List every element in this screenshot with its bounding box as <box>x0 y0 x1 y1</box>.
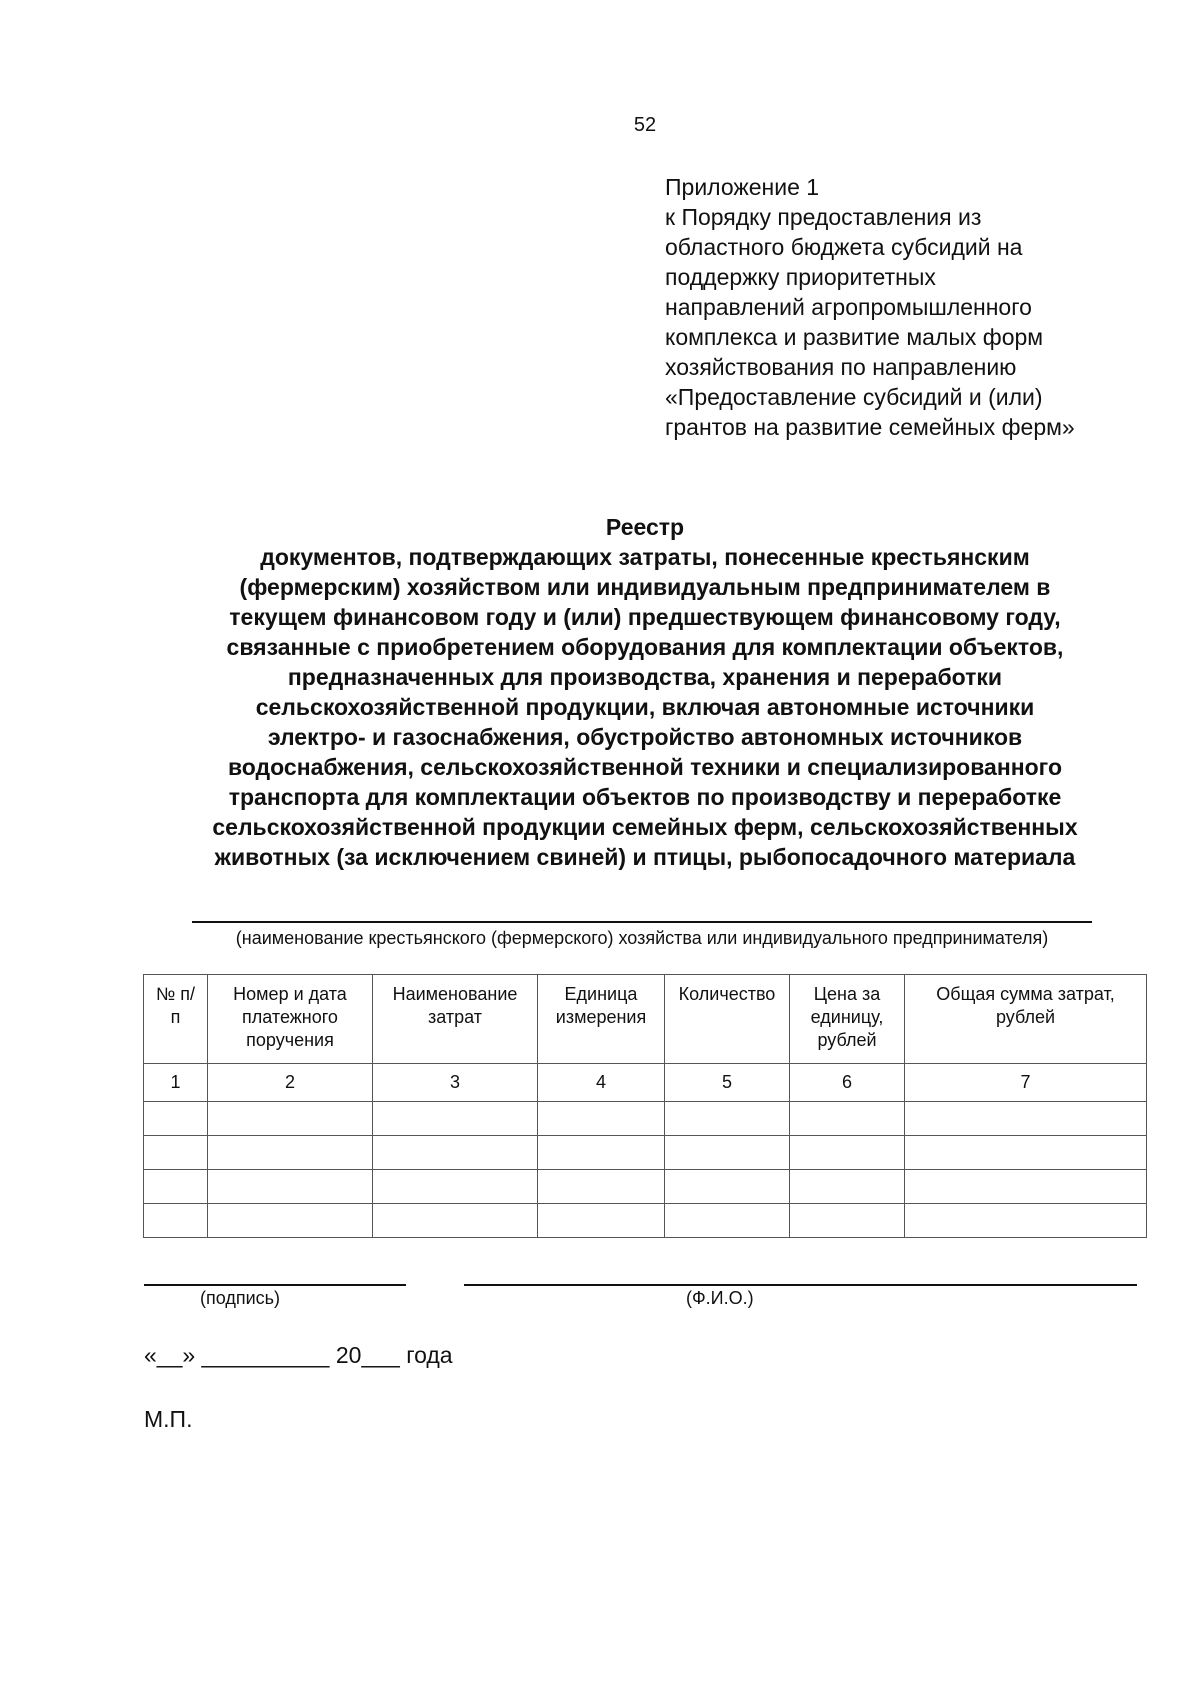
table-cell[interactable] <box>905 1102 1147 1136</box>
table-cell[interactable] <box>208 1170 373 1204</box>
table-cell[interactable] <box>665 1170 790 1204</box>
table-cell[interactable] <box>373 1102 538 1136</box>
column-number: 4 <box>538 1064 665 1102</box>
column-number: 1 <box>144 1064 208 1102</box>
header-cell-quantity: Количество <box>665 975 790 1064</box>
title-line: электро- и газоснабжения, обустройство автономных источников <box>267 724 1023 750</box>
appendix-line: поддержку приоритетных <box>665 264 936 290</box>
table-header-row <box>144 975 1147 1064</box>
header-cell-total: Общая сумма затрат, рублей <box>905 975 1147 1064</box>
table-cell[interactable] <box>144 1204 208 1238</box>
title-line: (фермерским) хозяйством или индивидуальным предпринимателем в <box>239 574 1051 600</box>
table-cell[interactable] <box>665 1204 790 1238</box>
title-line: животных (за исключением свиней) и птицы, рыбопосадочного материала <box>214 844 1076 870</box>
table-cell[interactable] <box>144 1102 208 1136</box>
table-cell[interactable] <box>665 1102 790 1136</box>
table-cell[interactable] <box>905 1170 1147 1204</box>
appendix-line: областного бюджета субсидий на <box>665 234 1023 260</box>
table-cell[interactable] <box>373 1204 538 1238</box>
appendix-reference <box>665 172 1185 442</box>
appendix-line: комплекса и развитие малых форм <box>665 324 1044 350</box>
title-line: предназначенных для производства, хранения и переработки <box>287 664 1003 690</box>
table-cell[interactable] <box>144 1136 208 1170</box>
title-heading: Реестр <box>605 514 685 540</box>
table-cell[interactable] <box>905 1136 1147 1170</box>
table-cell[interactable] <box>790 1136 905 1170</box>
table-cell[interactable] <box>208 1204 373 1238</box>
table-cell[interactable] <box>538 1170 665 1204</box>
column-number-row <box>144 1064 1147 1102</box>
table-cell[interactable] <box>538 1102 665 1136</box>
table-cell[interactable] <box>665 1136 790 1170</box>
appendix-line: хозяйствования по направлению <box>665 354 1017 380</box>
header-cell-payment-order: Номер и дата платежного поручения <box>208 975 373 1064</box>
table-cell[interactable] <box>538 1204 665 1238</box>
appendix-line: направлений агропромышленного <box>665 294 1032 320</box>
table-row <box>144 1204 1147 1238</box>
column-number: 3 <box>373 1064 538 1102</box>
appendix-line: к Порядку предоставления из <box>665 204 982 230</box>
table-cell[interactable] <box>373 1136 538 1170</box>
signature-line[interactable] <box>144 1284 406 1286</box>
table-cell[interactable] <box>144 1170 208 1204</box>
header-cell-expense-name: Наименование затрат <box>373 975 538 1064</box>
table-cell[interactable] <box>538 1136 665 1170</box>
title-line: текущем финансовом году и (или) предшествующем финансовому году, <box>229 604 1061 630</box>
date-line[interactable]: «__» __________ 20___ года <box>144 1342 453 1368</box>
name-caption: (наименование крестьянского (фермерского) хозяйства или индивидуального предпринимателя) <box>235 928 1049 948</box>
table-cell[interactable] <box>790 1204 905 1238</box>
title-line: водоснабжения, сельскохозяйственной техники и специализированного <box>227 754 1063 780</box>
table-cell[interactable] <box>905 1204 1147 1238</box>
appendix-line: Приложение 1 <box>665 174 820 200</box>
page-number: 52 <box>633 114 657 136</box>
registry-table <box>143 974 1147 1238</box>
table-cell[interactable] <box>790 1102 905 1136</box>
table-cell[interactable] <box>208 1136 373 1170</box>
document-title <box>60 512 1200 872</box>
table-cell[interactable] <box>790 1170 905 1204</box>
column-number: 5 <box>665 1064 790 1102</box>
column-number: 6 <box>790 1064 905 1102</box>
title-line: сельскохозяйственной продукции семейных ферм, сельскохозяйственных <box>212 814 1078 840</box>
full-name-line[interactable] <box>464 1284 1137 1286</box>
table-cell[interactable] <box>208 1102 373 1136</box>
appendix-line: грантов на развитие семейных ферм» <box>665 414 1075 440</box>
title-line: сельскохозяйственной продукции, включая автономные источники <box>255 694 1035 720</box>
full-name-caption: (Ф.И.О.) <box>686 1288 754 1308</box>
header-cell-unit-price: Цена за единицу, рублей <box>790 975 905 1064</box>
name-fill-line[interactable] <box>192 921 1092 923</box>
title-line: связанные с приобретением оборудования для комплектации объектов, <box>226 634 1064 660</box>
stamp-placeholder: М.П. <box>144 1406 193 1432</box>
column-number: 2 <box>208 1064 373 1102</box>
table-row <box>144 1136 1147 1170</box>
title-line: транспорта для комплектации объектов по производству и переработке <box>228 784 1062 810</box>
appendix-line: «Предоставление субсидий и (или) <box>665 384 1043 410</box>
header-cell-unit: Единица измерения <box>538 975 665 1064</box>
column-number: 7 <box>905 1064 1147 1102</box>
table-row <box>144 1102 1147 1136</box>
table-cell[interactable] <box>373 1170 538 1204</box>
header-cell-number: № п/ п <box>144 975 208 1064</box>
table-row <box>144 1170 1147 1204</box>
signature-caption: (подпись) <box>200 1288 281 1308</box>
title-line: документов, подтверждающих затраты, понесенные крестьянским <box>260 544 1030 570</box>
